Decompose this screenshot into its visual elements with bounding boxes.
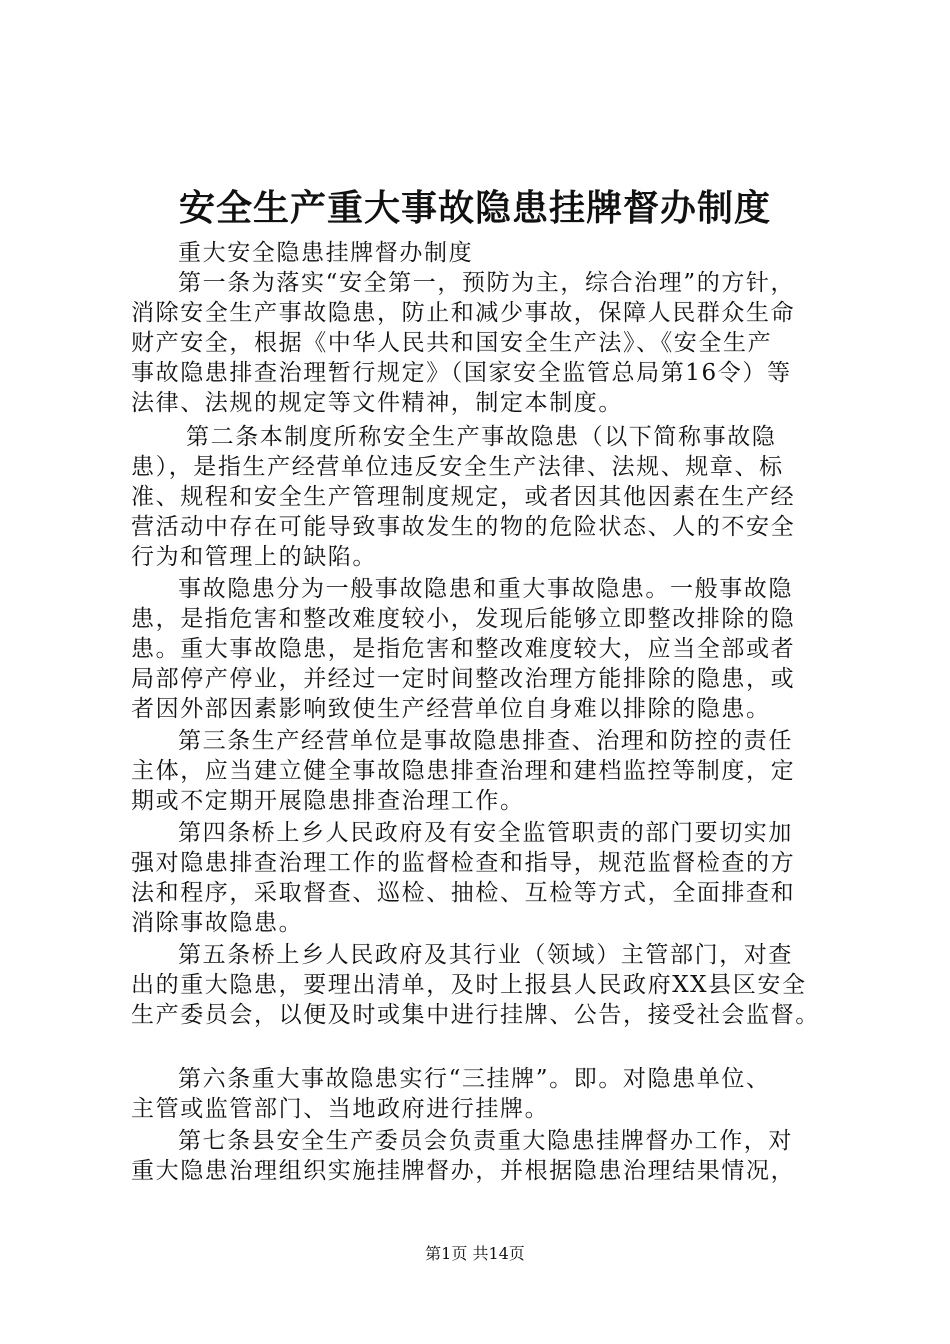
body-line: 事故隐患排查治理暂行规定》（国家安全监管总局第16令）等 [131, 360, 792, 386]
body-line: 患。重大事故隐患，是指危害和整改难度较大，应当全部或者 [131, 636, 796, 662]
body-line: 准、规程和安全生产管理制度规定，或者因其他因素在生产经 [131, 484, 796, 510]
body-line: 第六条重大事故隐患实行“三挂牌”。即。对隐患单位、 [178, 1066, 771, 1092]
body-line: 局部停产停业，并经过一定时间整改治理方能排除的隐患，或 [131, 666, 796, 692]
body-line: 主管或监管部门、当地政府进行挂牌。 [131, 1096, 550, 1122]
body-line: 消除安全生产事故隐患，防止和减少事故，保障人民群众生命 [131, 300, 796, 326]
body-line: 期或不定期开展隐患排查治理工作。 [131, 788, 525, 814]
body-line: 重大隐患治理组织实施挂牌督办，并根据隐患治理结果情况， [131, 1158, 796, 1184]
body-line: 法和程序，采取督查、巡检、抽检、互检等方式，全面排查和 [131, 880, 796, 906]
body-line: 第四条桥上乡人民政府及有安全监管职责的部门要切实加 [178, 820, 793, 846]
body-line: 营活动中存在可能导致事故发生的物的危险状态、人的不安全 [131, 514, 796, 540]
body-line: 患），是指生产经营单位违反安全生产法律、法规、规章、标 [131, 454, 784, 480]
body-line: 第五条桥上乡人民政府及其行业（领域）主管部门，对查 [178, 942, 793, 968]
body-line: 消除事故隐患。 [131, 910, 304, 936]
body-line: 第一条为落实“安全第一，预防为主，综合治理”的方针， [178, 270, 796, 296]
body-line: 生产委员会，以便及时或集中进行挂牌、公告，接受社会监督。 [131, 1002, 820, 1028]
body-line: 行为和管理上的缺陷。 [131, 544, 377, 570]
body-line: 事故隐患分为一般事故隐患和重大事故隐患。一般事故隐 [178, 576, 793, 602]
page-number-footer: 第1页 共14页 [425, 1244, 525, 1263]
body-line: 财产安全，根据《中华人民共和国安全生产法》、《安全生产 [131, 330, 773, 356]
body-line: 第七条县安全生产委员会负责重大隐患挂牌督办工作，对 [178, 1128, 793, 1154]
body-line: 第三条生产经营单位是事故隐患排查、治理和防控的责任 [178, 728, 793, 754]
body-line: 强对隐患排查治理工作的监督检查和指导，规范监督检查的方 [131, 850, 796, 876]
body-line: 患，是指危害和整改难度较小，发现后能够立即整改排除的隐 [131, 606, 796, 632]
body-line: 主体，应当建立健全事故隐患排查治理和建档监控等制度，定 [131, 758, 796, 784]
body-line: 出的重大隐患，要理出清单，及时上报县人民政府XX县区安全 [131, 972, 807, 998]
body-line: 法律、法规的规定等文件精神，制定本制度。 [131, 390, 623, 416]
subtitle-line: 重大安全隐患挂牌督办制度 [178, 240, 474, 266]
body-line: 者因外部因素影响致使生产经营单位自身难以排除的隐患。 [131, 696, 771, 722]
body-line: 第二条本制度所称安全生产事故隐患（以下简称事故隐 [186, 424, 777, 450]
document-title: 安全生产重大事故隐患挂牌督办制度 [178, 187, 771, 229]
